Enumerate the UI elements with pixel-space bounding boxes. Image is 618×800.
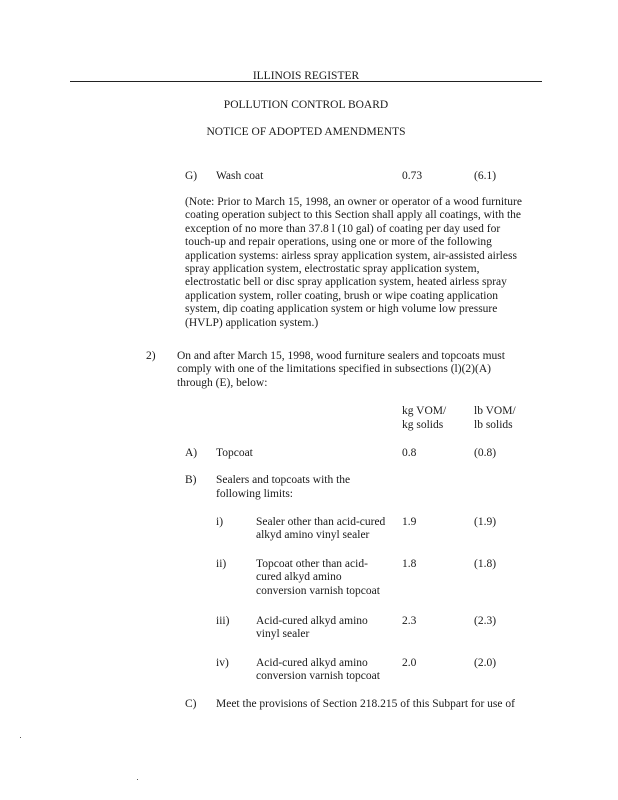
- scan-speck: [137, 779, 138, 780]
- sub-item-label: iii): [216, 615, 230, 627]
- sub-item-value-kg: 2.0: [402, 657, 417, 669]
- sub-item-line: vinyl sealer: [256, 628, 310, 641]
- item-g-name: Wash coat: [216, 170, 264, 182]
- note-line: (Note: Prior to March 15, 1998, an owner or operator of a wood furniture: [185, 196, 522, 208]
- note-line: application system, roller coating, brush or wipe coating application: [185, 289, 498, 302]
- note-line: application systems: airless spray application system, air-assisted airless: [185, 249, 517, 262]
- column-header-kg-line2: kg solids: [402, 419, 444, 431]
- sub-item-text: [256, 558, 380, 598]
- item-b-line2: following limits:: [216, 488, 293, 500]
- sub-item-label: ii): [216, 558, 227, 570]
- sub-item-value-lb: (1.8): [474, 558, 497, 570]
- sub-item-line: Acid-cured alkyd amino: [256, 657, 368, 669]
- item-2-line: comply with one of the limitations specified in subsections (l)(2)(A): [177, 363, 491, 376]
- note-line: electrostatic bell or disc spray application system, heated airless spray: [185, 276, 507, 289]
- note-line: spray application system, electrostatic spray application system,: [185, 263, 480, 276]
- item-a-value-kg: 0.8: [402, 447, 417, 459]
- item-c-label: C): [185, 698, 197, 710]
- register-title: ILLINOIS REGISTER: [252, 70, 360, 82]
- item-2-label: 2): [146, 350, 156, 362]
- sub-item-text: [256, 657, 380, 684]
- item-b-label: B): [185, 474, 197, 486]
- sub-item-line: cured alkyd amino: [256, 571, 342, 584]
- sub-item-text: [256, 516, 385, 543]
- note-line: coating operation subject to this Section shall apply all coatings, with the: [185, 209, 521, 222]
- sub-item-value-kg: 1.9: [402, 516, 417, 528]
- sub-item-line: Topcoat other than acid-: [256, 558, 368, 570]
- sub-item-value-kg: 2.3: [402, 615, 417, 627]
- sub-item-label: i): [216, 516, 224, 528]
- note-line: touch-up and repair operations, using one or more of the following: [185, 236, 492, 249]
- item-2-text: [177, 350, 505, 390]
- note-line: exception of no more than 37.8 l (10 gal) of coating per day used for: [185, 222, 501, 235]
- sub-item-label: iv): [216, 657, 229, 669]
- sub-item-line: conversion varnish topcoat: [256, 670, 380, 683]
- sub-item-text: [256, 615, 368, 642]
- sub-item-value-lb: (2.3): [474, 615, 497, 627]
- item-g-value-lb: (6.1): [474, 170, 497, 182]
- note-line: system, dip coating application system or high volume low pressure: [185, 303, 498, 316]
- sub-item-value-kg: 1.8: [402, 558, 417, 570]
- item-g-label: G): [185, 170, 198, 182]
- note-paragraph: [185, 196, 522, 330]
- sub-item-value-lb: (1.9): [474, 516, 497, 528]
- item-2-line: On and after March 15, 1998, wood furniture sealers and topcoats must: [177, 350, 505, 362]
- item-a-value-lb: (0.8): [474, 447, 497, 459]
- notice-title: NOTICE OF ADOPTED AMENDMENTS: [206, 126, 406, 138]
- board-title: POLLUTION CONTROL BOARD: [223, 99, 389, 111]
- sub-item-line: Sealer other than acid-cured: [256, 516, 386, 528]
- column-header-lb-line2: lb solids: [474, 419, 513, 431]
- sub-item-value-lb: (2.0): [474, 657, 497, 669]
- sub-item-line: alkyd amino vinyl sealer: [256, 529, 370, 542]
- item-2-line: through (E), below:: [177, 376, 268, 389]
- column-header-kg-line1: kg VOM/: [402, 405, 447, 417]
- item-a-label: A): [185, 447, 198, 459]
- sub-item-line: Acid-cured alkyd amino: [256, 615, 368, 627]
- header-rule: [70, 81, 542, 82]
- scan-speck: [20, 737, 21, 738]
- item-a-name: Topcoat: [216, 447, 253, 459]
- item-c-text: Meet the provisions of Section 218.215 of this Subpart for use of: [216, 698, 515, 710]
- item-g-value-kg: 0.73: [402, 170, 423, 182]
- item-b-line1: Sealers and topcoats with the: [216, 474, 351, 486]
- note-line: (HVLP) application system.): [185, 316, 319, 329]
- sub-item-line: conversion varnish topcoat: [256, 584, 380, 597]
- column-header-lb-line1: lb VOM/: [474, 405, 516, 417]
